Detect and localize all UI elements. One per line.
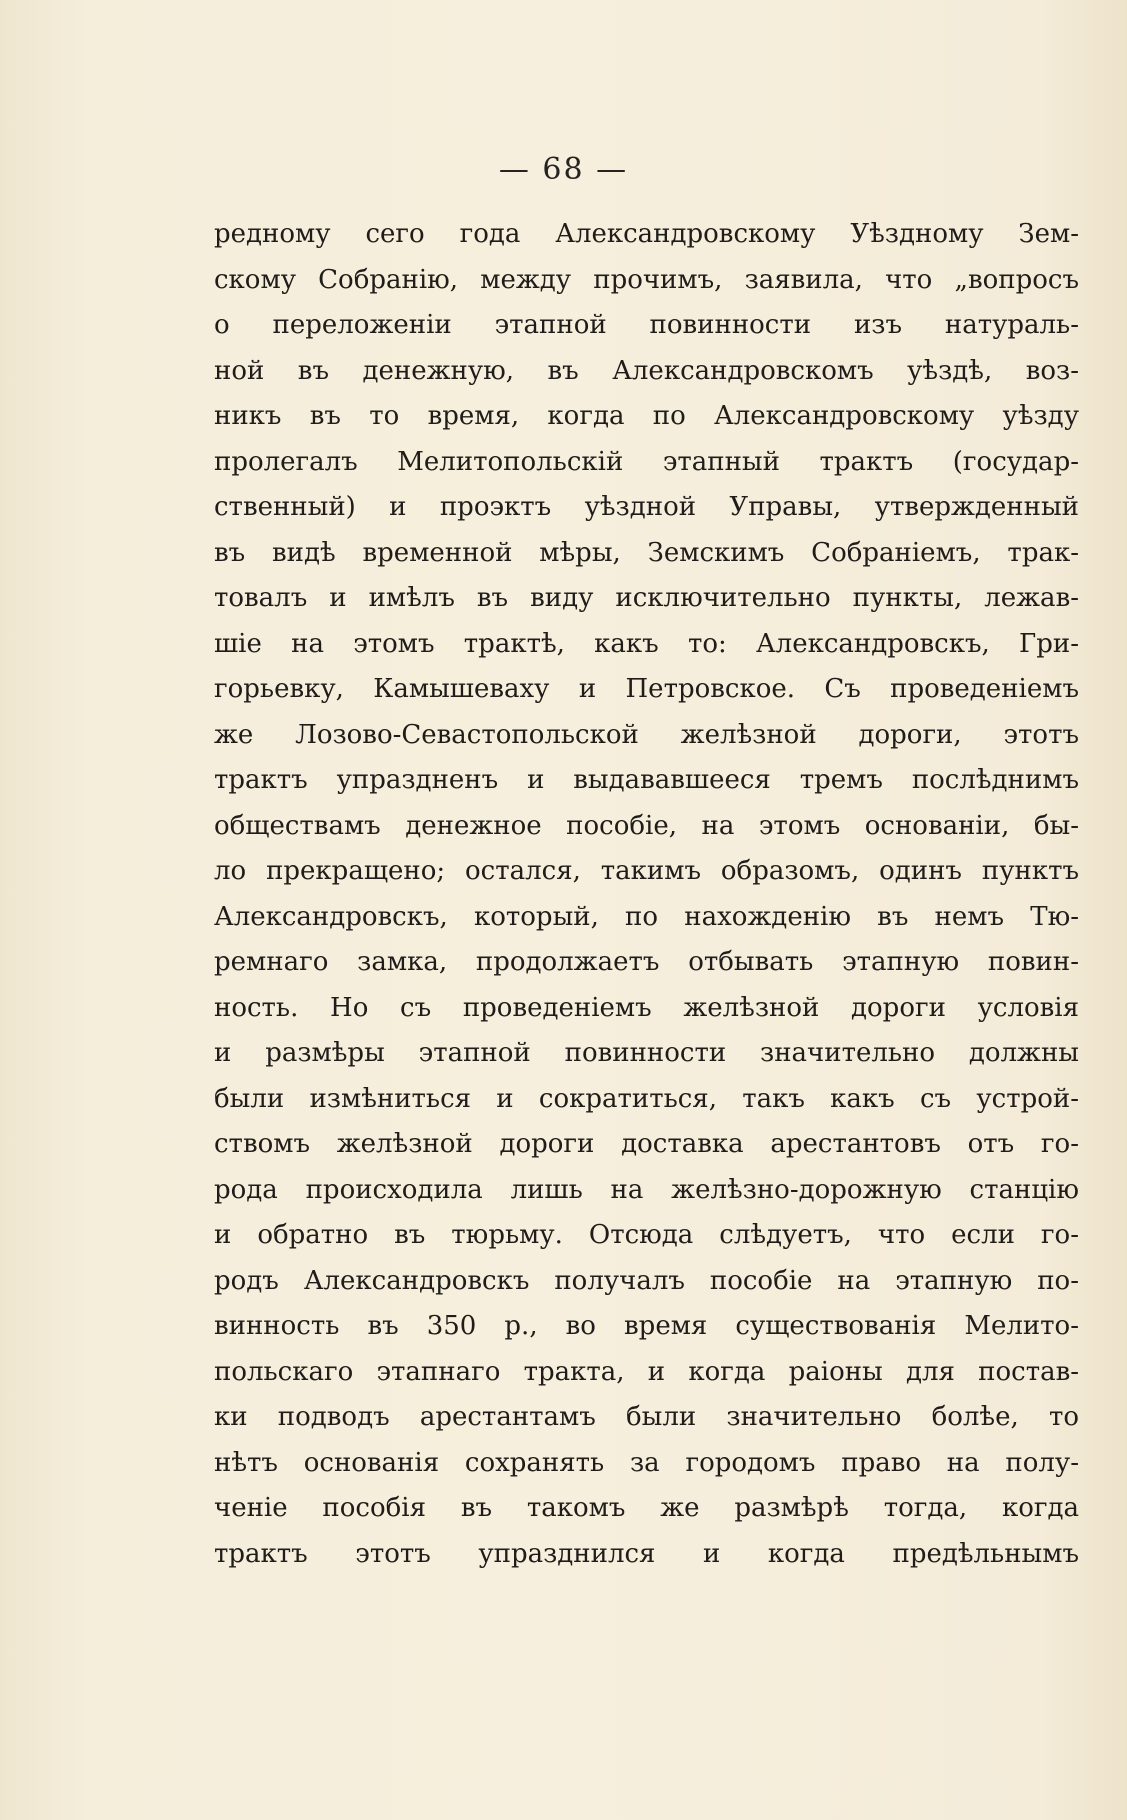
page-number: — 68 — <box>498 152 629 187</box>
text-line: трактъ этотъ упразднился и когда предѣльнымъ <box>214 1538 1079 1569</box>
text-line: же Лозово-Севастопольской желѣзной дороги, этотъ <box>214 719 1079 750</box>
text-line: и обратно въ тюрьму. Отсюда слѣдуетъ, что если го- <box>214 1220 1079 1250</box>
text-line: ло прекращено; остался, такимъ образомъ, одинъ пунктъ <box>214 856 1079 886</box>
text-line: въ видѣ временной мѣры, Земскимъ Собраніемъ, трак- <box>214 537 1079 568</box>
text-line: винность въ 350 р., во время существованія Мелито- <box>214 1311 1079 1341</box>
text-line: пролегалъ Мелитопольскій этапный трактъ (государ- <box>214 446 1079 477</box>
text-line: трактъ упраздненъ и выдававшееся тремъ послѣднимъ <box>214 765 1079 795</box>
text-line: редному сего года Александровскому Уѣздному Зем- <box>214 219 1079 249</box>
text-line: шіе на этомъ трактѣ, какъ то: Александровскъ, Гри- <box>214 628 1079 659</box>
text-line: ремнаго замка, продолжаетъ отбывать этапную повин- <box>214 947 1079 977</box>
text-line: ственный) и проэктъ уѣздной Управы, утвержденный <box>214 492 1079 522</box>
text-line: родъ Александровскъ получалъ пособіе на этапную по- <box>214 1265 1079 1296</box>
text-line: ной въ денежную, въ Александровскомъ уѣздѣ, воз- <box>214 355 1079 386</box>
text-line: скому Собранію, между прочимъ, заявила, что „вопросъ <box>214 264 1079 295</box>
body-text <box>214 212 1079 1577</box>
text-line: польскаго этапнаго тракта, и когда раіоны для постав- <box>214 1356 1079 1387</box>
text-line: о переложеніи этапной повинности изъ натураль- <box>214 310 1079 340</box>
text-line: ченіе пособія въ такомъ же размѣрѣ тогда, когда <box>214 1493 1079 1523</box>
text-line: ствомъ желѣзной дороги доставка арестантовъ отъ го- <box>214 1129 1079 1159</box>
text-line: нѣтъ основанія сохранять за городомъ право на полу- <box>214 1447 1079 1478</box>
text-line: были измѣниться и сократиться, такъ какъ съ устрой- <box>214 1083 1079 1114</box>
text-line: товалъ и имѣлъ въ виду исключительно пункты, лежав- <box>214 583 1079 613</box>
text-line: Александровскъ, который, по нахожденію въ немъ Тю- <box>214 901 1079 932</box>
text-line: никъ въ то время, когда по Александровскому уѣзду <box>214 401 1079 431</box>
text-line: рода происходила лишь на желѣзно-дорожную станцію <box>214 1174 1079 1205</box>
text-line: ность. Но съ проведеніемъ желѣзной дороги условія <box>214 992 1079 1023</box>
text-line: ки подводъ арестантамъ были значительно болѣе, то <box>214 1402 1079 1432</box>
text-line: горьевку, Камышеваху и Петровское. Съ проведеніемъ <box>214 674 1079 704</box>
text-line: обществамъ денежное пособіе, на этомъ основаніи, бы- <box>214 810 1079 841</box>
text-line: и размѣры этапной повинности значительно должны <box>214 1038 1079 1068</box>
